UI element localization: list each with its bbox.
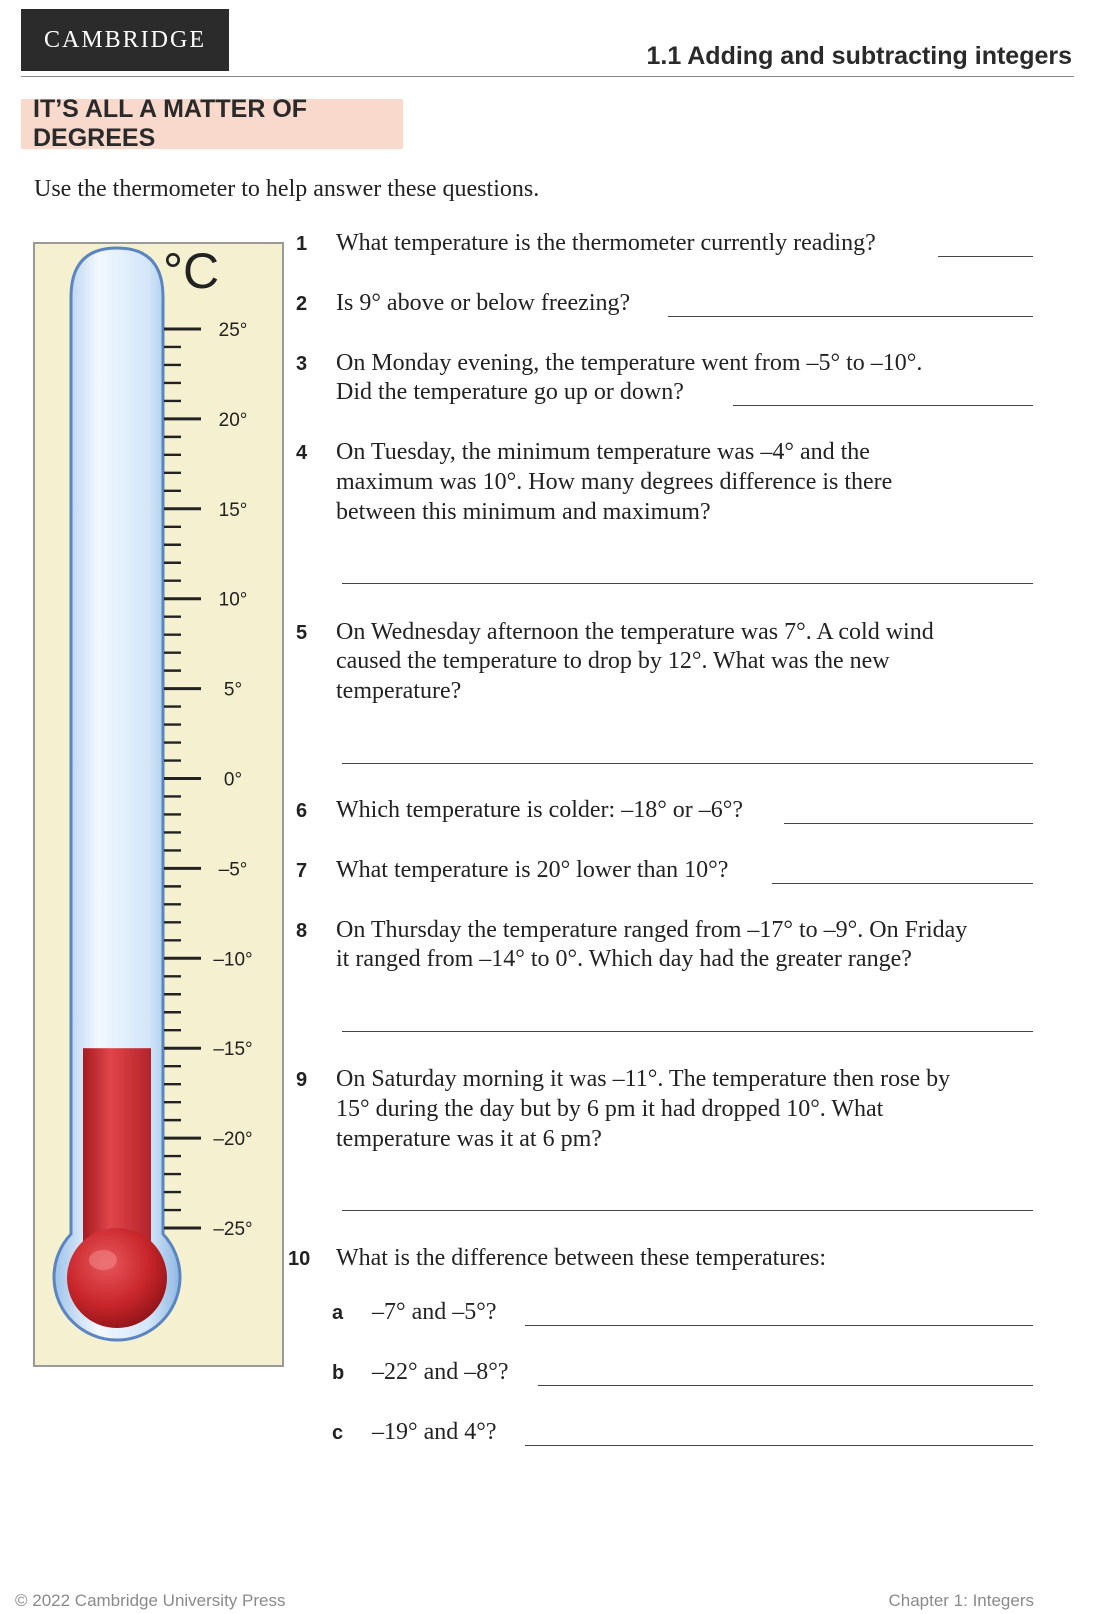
instructions: Use the thermometer to help answer these questions. (34, 176, 540, 202)
question-3-number: 3 (296, 353, 308, 375)
scale-label: –20° (213, 1129, 253, 1151)
question-4-answer-line[interactable] (342, 583, 1033, 584)
question-5-number: 5 (296, 622, 308, 644)
question-2-answer-line[interactable] (668, 316, 1033, 317)
subquestion-c-text: –19° and 4°? (372, 1419, 497, 1445)
question-9-text-line-3: temperature was it at 6 pm? (336, 1126, 602, 1152)
question-9-answer-line[interactable] (342, 1210, 1033, 1211)
question-3-text-line-1: On Monday evening, the temperature went from –5° to –10°. (336, 350, 923, 376)
scale-label: 20° (218, 409, 248, 431)
question-5-text-line-2: caused the temperature to drop by 12°. What was the new (336, 648, 890, 674)
question-7-answer-line[interactable] (772, 883, 1033, 884)
scale-label: –10° (213, 949, 253, 971)
question-6-number: 6 (296, 800, 308, 822)
unit-label: °C (163, 243, 220, 299)
scale-label: –25° (213, 1219, 253, 1240)
scale-label: 10° (218, 589, 248, 611)
question-9-number: 9 (296, 1069, 308, 1091)
subquestion-b-text: –22° and –8°? (372, 1359, 509, 1385)
question-8-number: 8 (296, 920, 308, 942)
section-title: IT’S ALL A MATTER OF DEGREES (33, 95, 308, 152)
subquestion-c-letter: c (332, 1422, 344, 1444)
subquestion-c-answer-line[interactable] (525, 1445, 1033, 1446)
question-1-text: What temperature is the thermometer currently reading? (336, 230, 876, 256)
cambridge-logo: CAMBRIDGE (21, 9, 229, 71)
question-8-answer-line[interactable] (342, 1031, 1033, 1032)
scale-label: –15° (213, 1039, 253, 1061)
subquestion-b-answer-line[interactable] (538, 1385, 1033, 1386)
question-1-answer-line[interactable] (938, 256, 1033, 257)
question-5-text-line-1: On Wednesday afternoon the temperature was 7°. A cold wind (336, 619, 934, 645)
question-10-text: What is the difference between these temperatures: (336, 1245, 826, 1271)
question-4-text-line-1: On Tuesday, the minimum temperature was –4° and the (336, 439, 870, 465)
question-4-text-line-2: maximum was 10°. How many degrees difference is there (336, 469, 893, 495)
footer-chapter: Chapter 1: Integers (888, 1591, 1034, 1610)
question-4-number: 4 (296, 442, 308, 464)
question-5-answer-line[interactable] (342, 763, 1033, 764)
question-10-number: 10 (288, 1248, 311, 1270)
question-1-number: 1 (296, 233, 308, 255)
question-3-text-line-2: Did the temperature go up or down? (336, 379, 684, 405)
question-5-text-line-3: temperature? (336, 678, 462, 704)
question-9-text-line-2: 15° during the day but by 6 pm it had dropped 10°. What (336, 1096, 884, 1122)
subquestion-b-letter: b (332, 1362, 345, 1384)
question-6-answer-line[interactable] (784, 823, 1033, 824)
question-6-text: Which temperature is colder: –18° or –6°? (336, 797, 744, 823)
page-title: 1.1 Adding and subtracting integers (646, 42, 1072, 70)
subquestion-a-answer-line[interactable] (525, 1325, 1033, 1326)
question-2-text: Is 9° above or below freezing? (336, 290, 631, 316)
question-7-number: 7 (296, 860, 308, 882)
question-2-number: 2 (296, 293, 308, 315)
section-banner (21, 95, 403, 152)
mercury-bulb (67, 1228, 167, 1328)
question-3-answer-line[interactable] (733, 405, 1033, 406)
scale-label: 25° (218, 320, 248, 341)
question-8-text-line-2: it ranged from –14° to 0°. Which day had the greater range? (336, 946, 912, 972)
question-8-text-line-1: On Thursday the temperature ranged from –17° to –9°. On Friday (336, 917, 968, 943)
question-7-text: What temperature is 20° lower than 10°? (336, 857, 729, 883)
header-divider (21, 76, 1074, 77)
thermometer (33, 242, 285, 1408)
question-4-text-line-3: between this minimum and maximum? (336, 499, 711, 525)
scale-label: 15° (218, 499, 248, 521)
subquestion-a-letter: a (332, 1302, 344, 1324)
scale-label: 5° (223, 679, 243, 701)
scale-label: 0° (223, 769, 243, 791)
footer-copyright: © 2022 Cambridge University Press (15, 1591, 286, 1610)
bulb-highlight (89, 1250, 117, 1270)
question-9-text-line-1: On Saturday morning it was –11°. The temperature then rose by (336, 1066, 951, 1092)
scale-label: –5° (218, 859, 248, 881)
subquestion-a-text: –7° and –5°? (372, 1299, 497, 1325)
